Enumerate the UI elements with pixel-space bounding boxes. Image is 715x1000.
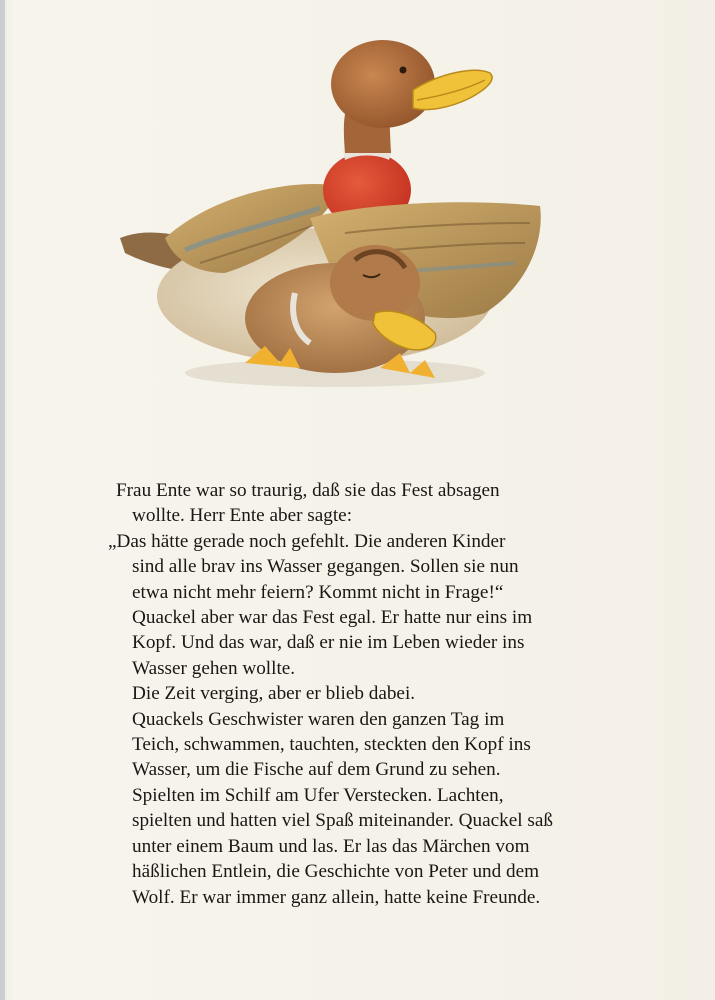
story-line: etwa nicht mehr feiern? Kommt nicht in Frage!“ [132, 581, 504, 603]
story-line: Teich, schwammen, tauchten, steckten den Kopf ins [132, 734, 531, 756]
story-line: Die Zeit verging, aber er blieb dabei. [132, 683, 416, 705]
story-line: unter einem Baum und las. Er las das Märchen vom [132, 835, 530, 857]
story-line: Wasser gehen wollte. [132, 657, 296, 679]
story-line: sind alle brav ins Wasser gegangen. Sollen sie nun [132, 556, 519, 578]
story-line: wollte. Herr Ente aber sagte: [132, 505, 353, 527]
story-text [108, 478, 636, 910]
story-line: Quackels Geschwister waren den ganzen Tag im [132, 708, 505, 730]
story-line: spielten und hatten viel Spaß miteinander. Quackel saß [132, 810, 553, 832]
duckling-head [330, 245, 420, 321]
duck-illustration [105, 28, 555, 408]
story-line: Kopf. Und das war, daß er nie im Leben wieder ins [132, 632, 525, 654]
story-line: Spielten im Schilf am Ufer Verstecken. Lachten, [132, 784, 504, 806]
story-line: „Das hätte gerade noch gefehlt. Die anderen Kinder [108, 530, 506, 552]
story-line: Frau Ente war so traurig, daß sie das Fest absagen [116, 480, 500, 501]
story-line: häßlichen Entlein, die Geschichte von Peter und dem [132, 861, 540, 883]
story-line: Quackel aber war das Fest egal. Er hatte nur eins im [132, 607, 533, 629]
story-line: Wasser, um die Fische auf dem Grund zu sehen. [132, 759, 501, 781]
duck-head [331, 40, 435, 128]
page-binding-edge [0, 0, 5, 1000]
duck-eye [400, 67, 407, 74]
story-line: Wolf. Er war immer ganz allein, hatte keine Freunde. [132, 886, 541, 908]
